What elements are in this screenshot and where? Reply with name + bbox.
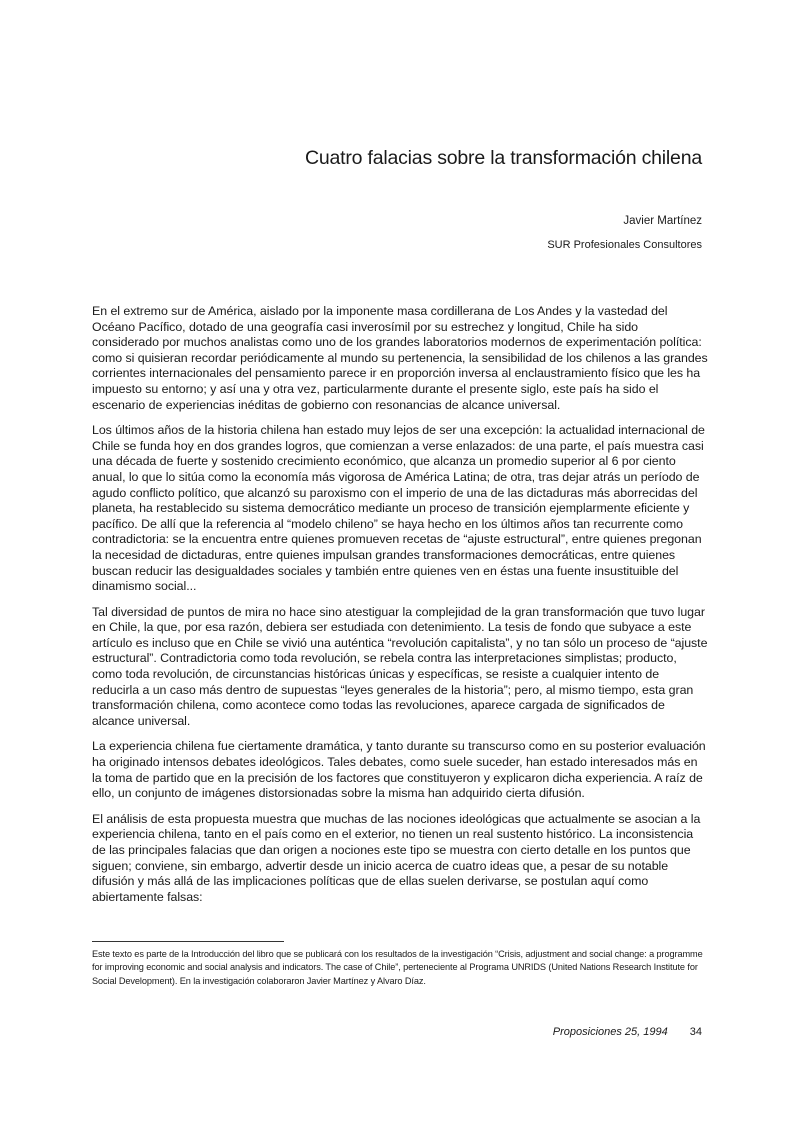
body-paragraph: El análisis de esta propuesta muestra que muchas de las nociones ideológicas que actualmente se asocian a la experiencia chilena, tanto en el país como en el exterior, no tienen un real sustento histórico. La inconsistencia de las principales falacias que dan origen a nociones este tipo se muestra con cierto detalle en los puntos que siguen; conviene, sin embargo, advertir desde un inicio acerca de cuatro ideas que, a pesar de su notable difusión y más allá de las implicaciones políticas que de ellas suelen derivarse, se postulan aquí como abiertamente falsas: [92,811,701,904]
body-paragraph: Los últimos años de la historia chilena han estado muy lejos de ser una excepción: la actualidad internacional de Chile se funda hoy en dos grandes logros, que comienzan a verse enlazados: de una parte, el país muestra casi una década de fuerte y sostenido crecimiento económico, que alcanza un promedio superior al 6 por ciento anual, lo que lo sitúa como la economía más vigorosa de América Latina; de otra, tras dejar atrás un período de agudo conflicto político, que alcanzó su paroxismo con el imperio de una de las dictaduras más aborrecidas del planeta, ha restablecido su sistema democrático mediante un proceso de transición ejemplarmente eficiente y pacífico. De allí que la referencia al “modelo chileno” se haya hecho en los últimos años tan recurrente como contradictoria: se la encuentra entre quienes promueven recetas de “ajuste estructural”, entre quienes pregonan la necesidad de dictaduras, entre quienes impulsan grandes transformaciones democráticas, entre quienes buscan reducir las desigualdades sociales y también entre quienes ven en éstas una fuente insustituible del dinamismo social... [92,423,705,594]
body-paragraph: Tal diversidad de puntos de mira no hace sino atestiguar la complejidad de la gran transformación que tuvo lugar en Chile, la que, por esa razón, debiera ser estudiada con detenimiento. La tesis de fondo que subyace a este artículo es incluso que en Chile se vivió una auténtica “revolución capitalista”, y no tan sólo un proceso de “ajuste estructural”. Contradictoria como toda revolución, se rebela contra las interpretaciones simplistas; producto, como toda revolución, de circunstancias históricas únicas y específicas, se resiste a cualquier intento de reducirla a un caso más dentro de supuestas “leyes generales de la historia”; pero, al mismo tiempo, esta gran transformación chilena, como acontece como todas las revoluciones, aparece cargada de significados de alcance universal. [92,604,708,728]
body-paragraph: La experiencia chilena fue ciertamente dramática, y tanto durante su transcurso como en su posterior evaluación ha originado intensos debates ideológicos. Tales debates, como suele suceder, han estado interesados más en la toma de partido que en la precisión de los factores que constituyeron y explicaron dicha experiencia. A raíz de ello, un conjunto de imágenes distorsionadas sobre la misma han adquirido cierta difusión. [92,739,706,801]
author-name: Javier Martínez [623,215,702,227]
page-number: 34 [689,1026,702,1038]
article-body [92,304,708,915]
running-footer [553,1025,702,1039]
footnote-divider [92,941,284,942]
article-title: Cuatro falacias sobre la transformación chilena [304,147,702,169]
author-affiliation: SUR Profesionales Consultores [547,239,702,251]
journal-citation: Proposiciones 25, 1994 [552,1026,668,1038]
body-paragraph: En el extremo sur de América, aislado por la imponente masa cordillerana de Los Andes y la vastedad del Océano Pacífico, dotado de una geografía casi inverosímil por su estrechez y longitud, Chile ha sido considerado por muchos analistas como uno de los grandes laboratorios modernos de experimentación política: como si quisieran recordar periódicamente al mundo su pertenencia, la sensibilidad de los chilenos a las grandes corrientes internacionales del pensamiento parece ir en proporción inversa al enclaustramiento físico que les ha impuesto su entorno; y así una y otra vez, particularmente durante el presente siglo, este país ha sido el escenario de experiencias inéditas de gobierno con resonancias de alcance universal. [92,304,708,412]
footnote: Este texto es parte de la Introducción del libro que se publicará con los resultados de la investigación “Crisis, adjustment and social change: a programme for improving economic and social analysis and indicators. The case of Chile”, perteneciente al Programa UNRIDS (United Nations Research Institute for Social Development). En la investigación colaboraron Javier Martínez y Alvaro Díaz. [92,949,703,986]
